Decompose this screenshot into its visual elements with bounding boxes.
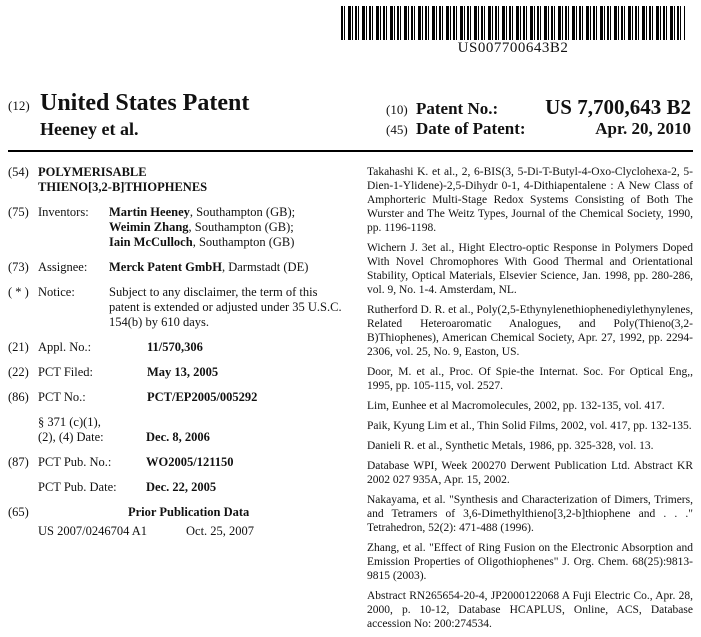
inventor-line: Heeney et al. bbox=[40, 119, 139, 139]
reference-item: Lim, Eunhee et al Macromolecules, 2002, pp. 132-135, vol. 417. bbox=[367, 400, 665, 412]
appl-no-field: (21) Appl. No.: 11/570,306 bbox=[8, 340, 203, 354]
reference-item: Danieli R. et al., Synthetic Metals, 1986, pp. 325-328, vol. 13. bbox=[367, 440, 654, 452]
pct-filed-field: (22) PCT Filed: May 13, 2005 bbox=[8, 365, 219, 379]
barcode-number: US007700643B2 bbox=[457, 40, 569, 56]
patent-header-right bbox=[386, 95, 691, 143]
prior-pub-row: US 2007/0246704 A1 Oct. 25, 2007 bbox=[38, 524, 255, 538]
references-list bbox=[367, 165, 693, 637]
reference-item: Door, M. et al., Proc. Of Spie-the Internat. Soc. For Optical Eng,, 1995, pp. 105-115, vol. 2527. bbox=[367, 366, 693, 392]
patent-number-row: (10) Patent No.: US 7,700,643 B2 bbox=[386, 95, 691, 119]
kind-code: (12) bbox=[8, 98, 30, 113]
reference-item: Abstract RN265654-20-4, JP2000122068 A Fuji Electric Co., Apr. 28, 2000, p. 10-12, Database HCAPLUS, Online, ACS, Database accession No: 200:274534. bbox=[367, 590, 693, 630]
reference-item: Nakayama, et al. "Synthesis and Characterization of Dimers, Trimers, and Tetramers of 3,6-Dimethylthieno[3,2-b]thiophene and . . ." Tetrahedron, 52(2): 471-488 (1996). bbox=[367, 494, 693, 534]
reference-item: Wichern J. 3et al., Hight Electro-optic Response in Polymers Doped With Novel Chromophores With Good Thermal and Orientational Stability, Optical Materials, Elsevier Science, Jan. 1998, pp. 280-286, vol. 9, No. 1-4. Amsterdam, NL. bbox=[367, 242, 693, 296]
reference-item: Rutherford D. R. et al., Poly(2,5-Ethynylenethiophenediylethynylenes, Related Heteroaromatic Analogues, and Poly(Thieno(3,2-B)Thiophenes), American Chemical Society, Apr. 27, 1992, pp. 2294-2306, vol. 25, No. 9, Easton, US. bbox=[367, 304, 693, 358]
reference-item: Paik, Kyung Lim et al., Thin Solid Films, 2002, vol. 417, pp. 132-135. bbox=[367, 420, 692, 432]
prior-pub-field: (65) Prior Publication Data bbox=[8, 505, 250, 519]
notice-field: ( * ) Notice: Subject to any disclaimer, the term of this patent is extended or adjusted under 35 U.S.C. 154(b) by 610 days. bbox=[8, 285, 342, 329]
inventor-name: Martin Heeney bbox=[109, 205, 190, 219]
reference-item: Takahashi K. et al., 2, 6-BIS(3, 5-Di-T-Butyl-4-Oxo-Clyclohexa-2, 5-Dien-1-Ylidene)-2,5-Dihydr 0-1, 4-Dithiapentalene : A New Class of Amphorteric Multi-Stage Redox Systems Consisting of Both The Wurster and The Weitz Types, Journal of the Chemical Society, 1990, pp. 1196-1198. bbox=[367, 166, 693, 234]
patent-date-row: (45) Date of Patent: Apr. 20, 2010 bbox=[386, 119, 691, 138]
patent-title: United States Patent bbox=[40, 90, 250, 116]
bibliographic-data bbox=[8, 165, 348, 539]
header-divider bbox=[8, 150, 693, 152]
pct-no-field: (86) PCT No.: PCT/EP2005/005292 bbox=[8, 390, 258, 404]
patent-header-left bbox=[8, 90, 249, 140]
reference-item: Zhang, et al. "Effect of Ring Fusion on the Electronic Absorption and Emission Properties of Oligothiophenes" J. Org. Chem. 68(25):9813-9815 (2003). bbox=[367, 542, 693, 582]
patent-date: Apr. 20, 2010 bbox=[595, 119, 691, 138]
pct-pub-no-field: (87) PCT Pub. No.: WO2005/121150 bbox=[8, 455, 234, 469]
inventor-name: Weimin Zhang bbox=[109, 220, 189, 234]
inventor-name: Iain McCulloch bbox=[109, 235, 193, 249]
s371-field: § 371 (c)(1), (2), (4) Date: Dec. 8, 2006 bbox=[38, 415, 210, 444]
barcode bbox=[341, 6, 685, 40]
pct-pub-date-field: PCT Pub. Date: Dec. 22, 2005 bbox=[38, 480, 217, 494]
title-field: (54) POLYMERISABLE THIENO[3,2-B]THIOPHENES bbox=[8, 165, 208, 194]
inventors-field: (75) Inventors: Martin Heeney, Southampton (GB); Weimin Zhang, Southampton (GB); Iain McCulloch, Southampton (GB) bbox=[8, 205, 296, 249]
patent-number: US 7,700,643 B2 bbox=[545, 95, 691, 119]
reference-item: Database WPI, Week 200270 Derwent Publication Ltd. Abstract KR 2002 027 935A, Apr. 15, 2002. bbox=[367, 460, 693, 486]
assignee-field: (73) Assignee: Merck Patent GmbH, Darmstadt (DE) bbox=[8, 260, 309, 274]
